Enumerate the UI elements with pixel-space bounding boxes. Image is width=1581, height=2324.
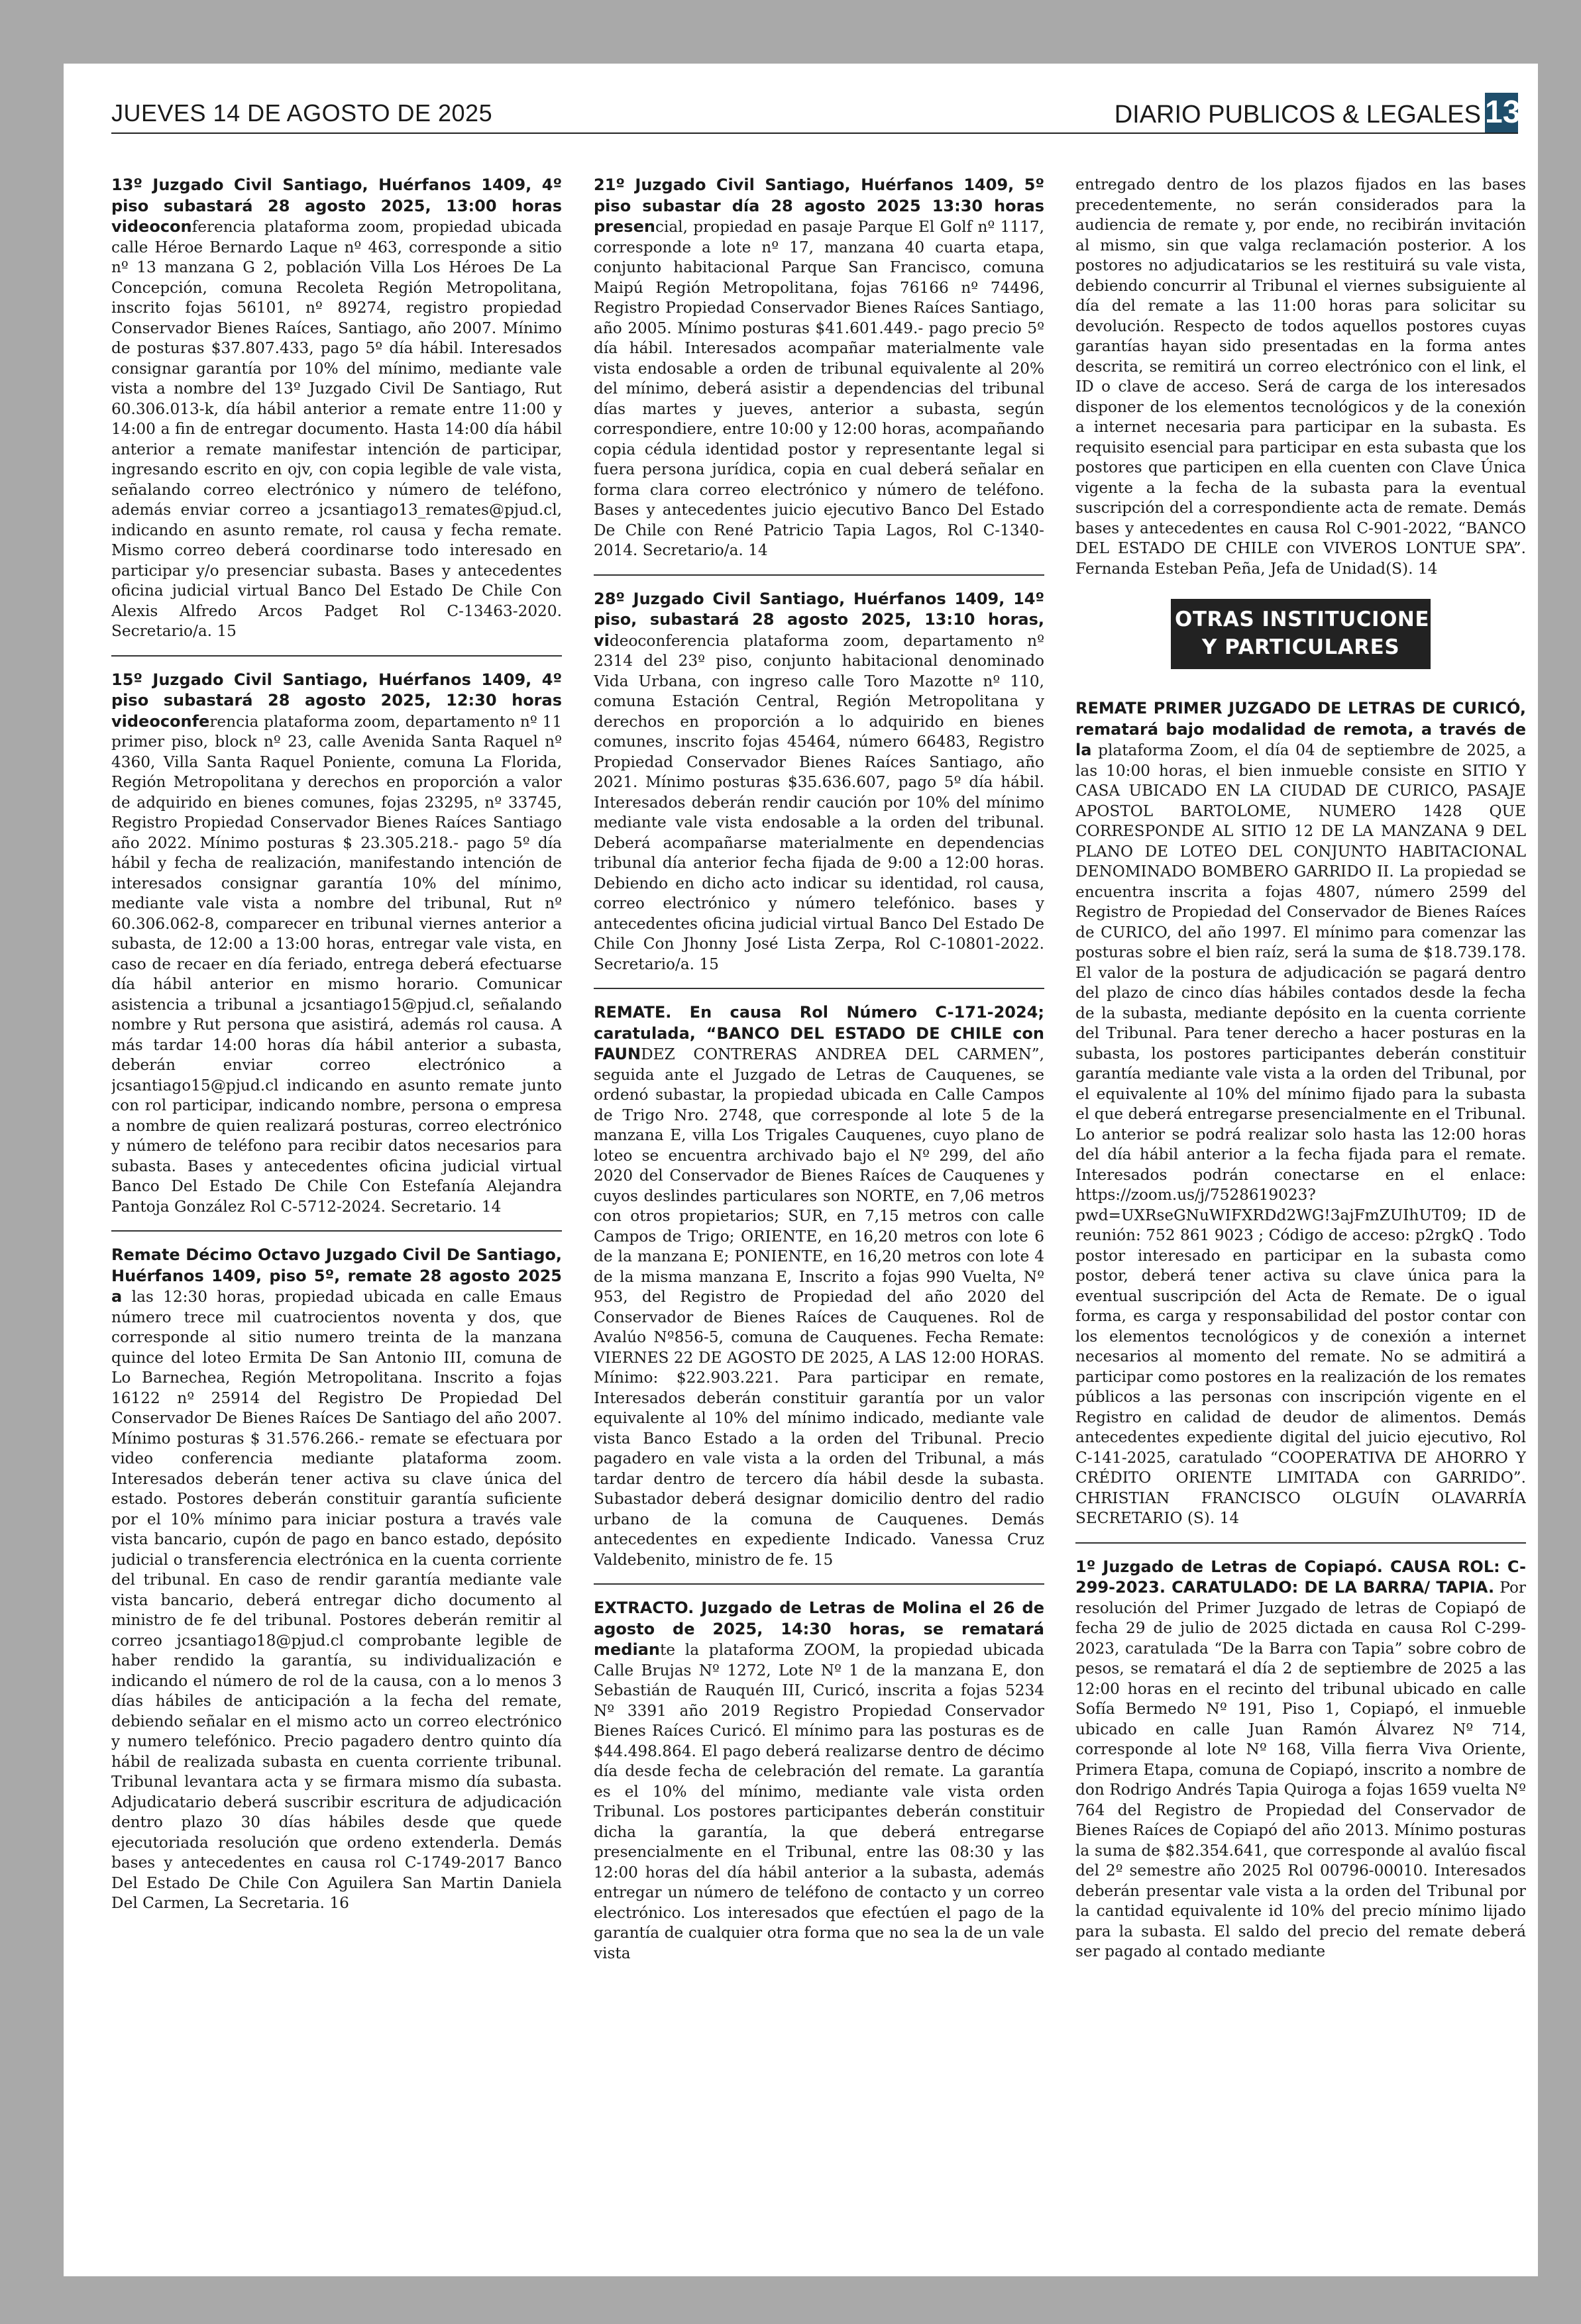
- notice-lead: 28º Juzgado Civil Santiago, Huérfanos 1409, 14º piso, subastará 28 agosto 2025, 13:10 horas, vi: [594, 589, 1044, 650]
- notice-body: deoconferencia plataforma zoom, departamento nº 2314 del 23º piso, conjunto habitacional denominado Vida Urbana, con ingreso calle Toro Mazotte nº 110, comuna Estación Central, Región Metropolitana y derechos en proporción a lo adquirido en bienes comunes, inscrito fojas 45464, número 66483, Registro Propiedad Conservador Bienes Raíces Santiago, año 2021. Mínimo posturas $35.636.607, pago 5º día hábil. Interesados deberán rendir caución por 10% del mínimo mediante vale vista endosable a la orden del tribunal. Deberá acompañarse materialmente en dependencias tribunal día anterior fecha fijada de 9:00 a 12:00 horas. Debiendo en dicho acto indicar su identidad, rol causa, correo electrónico y número telefónico. bases y antecedentes oficina judicial virtual Banco Del Estado De Chile Con Jhonny José Lista Zerpa, Rol C-10801-2022. Secretario/a. 15: [594, 631, 1044, 973]
- column-3: [1075, 175, 1526, 2242]
- newspaper-name: DIARIO PUBLICOS & LEGALES: [1114, 101, 1481, 129]
- notice-lead: REMATE. En causa Rol Número C-171-2024; caratulada, “BANCO DEL ESTADO DE CHILE con FAUN: [594, 1003, 1044, 1063]
- legal-notice: [1075, 698, 1526, 1529]
- notice-lead: Remate Décimo Octavo Juzgado Civil De Santiago, Huérfanos 1409, piso 5º, remate 28 agosto 2025 a: [111, 1245, 562, 1306]
- column-2: [594, 175, 1044, 2242]
- notice-separator: [1075, 1542, 1526, 1544]
- legal-notice: [594, 1002, 1044, 1570]
- legal-notice: [111, 670, 562, 1218]
- issue-date: JUEVES 14 DE AGOSTO DE 2025: [111, 99, 493, 127]
- notice-separator: [594, 574, 1044, 576]
- legal-notice: [111, 1245, 562, 1914]
- notice-body: te la plataforma ZOOM, la propiedad ubicada Calle Brujas Nº 1272, Lote Nº 1 de la manzana E, don Sebastián de Rauquén III, Curicó, inscrita a fojas 5234 Nº 3391 año 2019 Registro Propiedad Conservador Bienes Raíces Curicó. El mínimo para las posturas es de $44.498.864. El pago deberá realizarse dentro de décimo día desde fecha de celebración del remate. La garantía es el 10% del mínimo, mediante vale vista orden Tribunal. Los postores participantes deberán constituir dicha la garantía, la que deberá entregarse presencialmente en el Tribunal, entre las 08:30 y las 12:00 horas del día hábil anterior a la subasta, además entregar un número de teléfono de contacto y un correo electrónico. Los interesados que efectúen el pago de la garantía de cualquier otra forma que no sea la de un vale vista: [594, 1641, 1044, 1962]
- notice-body: rencia plataforma zoom, departamento nº 11 primer piso, block nº 23, calle Avenida Santa Raquel nº 4360, Villa Santa Raquel Poniente, comuna La Florida, Región Metropolitana y derechos en proporción a valor de adquirido en bienes comunes, fojas 23295, nº 33745, Registro Propiedad Conservador Bienes Raíces Santiago año 2022. Mínimo posturas $ 23.305.218.- pago 5º día hábil y fecha de realización, manifestando intención de interesados consignar garantía 10% del mínimo, mediante vale vista a nombre del tribunal, Rut nº 60.306.062-8, comparecer en tribunal viernes anterior a subasta, de 12:00 a 13:00 horas, entregar vale vista, en caso de recaer en día feriado, entrega deberá efectuarse día hábil anterior en mismo horario. Comunicar asistencia a tribunal a jcsantiago15@pjud.cl, señalando nombre y Rut persona que asistirá, además rol causa. A más tardar 14:00 horas día hábil anterior a subasta, deberán enviar correo electrónico a jcsantiago15@pjud.cl indicando en asunto remate junto con rol participar, indicando nombre, persona o empresa a nombre de quien realizará posturas, correo electrónico y número de teléfono para recibir datos necesarios para subasta. Bases y antecedentes oficina judicial virtual Banco Del Estado De Chile Con Estefanía Alejandra Pantoja González Rol C-5712-2024. Secretario. 14: [111, 712, 562, 1216]
- notice-separator: [111, 1230, 562, 1232]
- notice-body: DEZ CONTRERAS ANDREA DEL CARMEN”, seguida ante el Juzgado de Letras de Cauquenes, se ordenó subastar, la propiedad ubicada en Calle Campos de Trigo Nro. 2748, que corresponde al lote 5 de la manzana E, villa Los Trigales Cauquenes, cuyo plano de loteo se encuentra archivado bajo el Nº 299, del año 2020 del Conservador de Bienes Raíces de Cauquenes y cuyos deslindes particulares son NORTE, en 7,06 metros con otros propietarios; SUR, en 7,15 metros con calle Campos de Trigo; ORIENTE, en 16,20 metros con lote 6 de la manzana E; PONIENTE, en 16,20 metros con lote 4 de la misma manzana E, Inscrito a fojas 990 Vuelta, Nº 953, del Registro de Propiedad del año 2020 del Conservador de Bienes Raíces de Cauquenes. Rol de Avalúo Nº856-5, comuna de Cauquenes. Fecha Remate: VIERNES 22 DE AGOSTO DE 2025, A LAS 12:00 HORAS. Mínimo: $22.903.221. Para participar en remate, Interesados deberán constituir garantía por un valor equivalente al 10% del mínimo indicado, mediante vale vista Banco Estado a la orden del Tribunal. Precio pagadero en vale vista a la orden del Tribunal, a más tardar dentro de tercero día hábil desde la subasta. Subastador deberá designar domicilio dentro del radio urbano de la comuna de Cauquenes. Demás antecedentes en expediente Indicado. Vanessa Cruz Valdebenito, ministro de fe. 15: [594, 1045, 1044, 1569]
- notice-body: plataforma Zoom, el día 04 de septiembre de 2025, a las 10:00 horas, el bien inmueble consiste en SITIO Y CASA UBICADO EN LA CIUDAD DE CURICO, PASAJE APOSTOL BARTOLOME, NUMERO 1428 QUE CORRESPONDE AL SITIO 12 DE LA MANZANA 9 DEL PLANO DE LOTEO DEL CONJUNTO HABITACIONAL DENOMINADO BOMBERO GARRIDO II. La propiedad se encuentra inscrita a fojas 4807, número 2599 del Registro de Propiedad del Conservador de Bienes Raíces de CURICO, del año 1997. El mínimo para comenzar las posturas sobre el bien raíz, será la suma de $18.739.178. El valor de la postura de adjudicación se pagará dentro del plazo de cinco días hábiles contados desde la fecha de la subasta, mediante depósito en la cuenta corriente del Tribunal. Para tener derecho a hacer posturas en la subasta, los postores participantes deberán constituir garantía mediante vale vista a la orden del Tribunal, por el equivalente al 10% del mínimo fijado para la subasta el que deberá entregarse presencialmente en el Tribunal. Lo anterior se podrá realizar solo hasta las 12:00 horas del día hábil anterior a la fecha fijada para el remate. Interesados podrán conectarse en el enlace: https://zoom.us/j/7528619023?pwd=UXRseGNuWIFXRDd2WG!3ajFmZUIhUT09; ID de reunión: 752 861 9023 ; Código de acceso: p2rgkQ . Todo postor interesado en participar en la subasta como postor, deberá tener activa su clave única para la eventual suscripción del Acta de Remate. De o igual forma, es carga y responsabilidad del postor contar con los elementos tecnológicos y de conexión a internet necesarios al momento del remate. No se admitirá a participar como postores en la realización de los remates públicos a las personas con inscripción vigente en el Registro en calidad de deudor de alimentos. Demás antecedentes expediente digital del juicio ejecutivo, Rol C-141-2025, caratulado “COOPERATIVA DE AHORRO Y CRÉDITO ORIENTE LIMITADA con GARRIDO”. CHRISTIAN FRANCISCO OLGUÍN OLAVARRÍA SECRETARIO (S). 14: [1075, 741, 1526, 1527]
- legal-notice: [594, 589, 1044, 975]
- newspaper-page: [64, 64, 1538, 2276]
- column-1: [111, 175, 562, 2242]
- notice-lead: REMATE PRIMER JUZGADO DE LETRAS DE CURICÓ, rematará bajo modalidad de remota, a través de la: [1075, 699, 1526, 759]
- notice-body: las 12:30 horas, propiedad ubicada en calle Emaus número trece mil cuatrocientos noventa y dos, que corresponde al sitio numero treinta de la manzana quince del loteo Ermita De San Antonio III, comuna de Lo Barnechea, Región Metropolitana. Inscrito a fojas 16122 nº 25914 del Registro De Propiedad Del Conservador De Bienes Raíces De Santiago del año 2007. Mínimo posturas $ 31.576.266.- remate se efectuara por video conferencia mediante plataforma zoom. Interesados deberán tener activa su clave única del estado. Postores deberán constituir garantía suficiente por el 10% mínimo para iniciar postura a través vale vista bancario, cupón de pago en banco estado, depósito judicial o transferencia electrónica en la cuenta corriente del tribunal. En caso de rendir garantía mediante vale vista bancario, deberá entregar dicho documento al ministro de fe del tribunal. Postores deberán remitir al correo jcsantiago18@pjud.cl comprobante legible de haber rendido la garantía, su individualización e indicando el número de rol de la causa, con a lo menos 3 días hábiles de anticipación a la fecha del remate, debiendo señalar en el mismo acto un correo electrónico y numero telefónico. Precio pagadero dentro quinto día hábil de realizada subasta en cuenta corriente tribunal. Tribunal levantara acta y se firmara mismo día subasta. Adjudicatario deberá suscribir escritura de adjudicación dentro plazo 30 días hábiles desde que quede ejecutoriada resolución que ordeno extenderla. Demás bases y antecedentes en causa rol C-1749-2017 Banco Del Estado De Chile Con Aguilera San Martin Daniela Del Carmen, La Secretaria. 16: [111, 1288, 562, 1912]
- notice-lead: 21º Juzgado Civil Santiago, Huérfanos 1409, 5º piso subastar día 28 agosto 2025 13:30 horas presen: [594, 176, 1044, 236]
- notice-lead: 1º Juzgado de Letras de Copiapó. CAUSA ROL: C-299-2023. CARATULADO: DE LA BARRA/ TAPIA.: [1075, 1557, 1526, 1597]
- legal-notice-continued: [1075, 175, 1526, 579]
- page-number: 13: [1485, 93, 1518, 132]
- notice-separator: [111, 655, 562, 657]
- legal-notice: [111, 175, 562, 642]
- notice-lead: EXTRACTO. Juzgado de Letras de Molina el 26 de agosto de 2025, 14:30 horas, se rematará median: [594, 1599, 1044, 1659]
- section-heading-line-1: OTRAS INSTITUCIONES: [1175, 607, 1445, 631]
- notice-separator: [594, 988, 1044, 989]
- notice-body: Por resolución del Primer Juzgado de letras de Copiapó de fecha 29 de julio de 2025 dictada en causa Rol C-299-2023, caratulada “De la Barra con Tapia” sobre cobro de pesos, se rematará el día 2 de septiembre de 2025 a las 12:00 horas en el recinto del tribunal ubicado en calle Sofía Bermedo Nº 191, Piso 1, Copiapó, el inmueble ubicado en calle Juan Ramón Álvarez Nº 714, corresponde al lote Nº 168, Villa fierra Viva Oriente, Primera Etapa, comuna de Copiapó, inscrito a nombre de don Rodrigo Andrés Tapia Quiroga a fojas 1659 vuelta Nº 764 del Registro de Propiedad del Conservador de Bienes Raíces de Copiapó del año 2013. Mínimo posturas la suma de $82.354.641, que corresponde al avalúo fiscal del 2º semestre año 2025 Rol 00796-00010. Interesados deberán presentar vale vista a la orden del Tribunal por la cantidad equivalente id 10% del precio mínimo lijado para la subasta. El saldo del precio del remate deberá ser pagado al contado mediante: [1075, 1579, 1526, 1960]
- notice-lead: 15º Juzgado Civil Santiago, Huérfanos 1409, 4º piso subastará 28 agosto 2025, 12:30 horas videoconfe: [111, 670, 562, 731]
- legal-notice: [1075, 1557, 1526, 1962]
- legal-notice: [594, 175, 1044, 561]
- notice-body: ferencia plataforma zoom, propiedad ubicada calle Héroe Bernardo Laque nº 463, corresponde a sitio nº 13 manzana G 2, población Villa Los Héroes De La Concepción, comuna Recoleta Región Metropolitana, inscrito fojas 56101, nº 89274, registro propiedad Conservador Bienes Raíces, Santiago, año 2007. Mínimo de posturas $37.807.433, pago 5º día hábil. Interesados consignar garantía por 10% del mínimo, mediante vale vista a nombre del 13º Juzgado Civil De Santiago, Rut 60.306.013-k, día hábil anterior a remate entre 11:00 y 14:00 a fin de entregar documento. Hasta 14:00 día hábil anterior a remate manifestar intención de participar, ingresando escrito en ojv, con copia legible de vale vista, señalando correo electrónico y número de teléfono, además enviar correo a jcsantiago13_remates@pjud.cl, indicando en asunto remate, rol causa y fecha remate. Mismo correo deberá coordinarse todo interesado en participar y/o presenciar subasta. Bases y antecedentes oficina judicial virtual Banco Del Estado De Chile Con Alexis Alfredo Arcos Padget Rol C-13463-2020. Secretario/a. 15: [111, 218, 562, 640]
- section-heading-line-2: Y PARTICULARES: [1201, 635, 1400, 659]
- legal-notice: [594, 1598, 1044, 1964]
- notice-separator: [594, 1583, 1044, 1585]
- page-header: [111, 93, 1521, 152]
- notice-body: entregado dentro de los plazos fijados en las bases precedentemente, no serán considerados para la audiencia de remate y, por ende, no recibirán invitación al mismo, sin que valga reclamación posterior. A los postores no adjudicatarios se les restituirá su vale vista, debiendo concurrir al Tribunal el viernes subsiguiente al día del remate a las 11:00 horas para solicitar su devolución. Respecto de todos aquellos postores cuyas garantías hayan sido presentadas en la forma antes descrita, se remitirá un correo electrónico con el link, el ID o clave de acceso. Será de carga de los interesados disponer de los elementos tecnológicos y de la conexión a internet necesaria para participar en la subasta. Es requisito esencial para participar en esta subasta que los postores que participen en ella cuenten con Clave Única vigente a la fecha de la subasta para la eventual suscripción del a correspondiente acta de remate. Demás bases y antecedentes en causa Rol C-901-2022, “BANCO DEL ESTADO DE CHILE con VIVEROS LONTUE SPA”. Fernanda Esteban Peña, Jefa de Unidad(S). 14: [1075, 176, 1526, 578]
- section-heading: [1171, 599, 1445, 669]
- notice-body: cial, propiedad en pasaje Parque El Golf nº 1117, corresponde a lote nº 17, manzana 40 cuarta etapa, conjunto habitacional Parque San Francisco, comuna Maipú Región Metropolitana, fojas 76166 nº 74496, Registro Propiedad Conservador Bienes Raíces Santiago, año 2005. Mínimo posturas $41.601.449.- pago precio 5º día hábil. Interesados acompañar materialmente vale vista endosable a orden de tribunal equivalente al 20% del mínimo, deberá asistir a dependencias del tribunal días martes y jueves, anterior a subasta, según correspondiere, entre 10:00 y 12:00 horas, acompañando copia cédula identidad postor y representante legal si fuera persona jurídica, copia en cual deberá señalar en forma clara correo electrónico y número de teléfono. Bases y antecedentes juicio ejecutivo Banco Del Estado De Chile con René Patricio Tapia Lagos, Rol C-1340-2014. Secretario/a. 14: [594, 218, 1044, 559]
- notice-lead: 13º Juzgado Civil Santiago, Huérfanos 1409, 4º piso subastará 28 agosto 2025, 13:00 horas videocon: [111, 176, 562, 236]
- header-rule: [111, 132, 1518, 134]
